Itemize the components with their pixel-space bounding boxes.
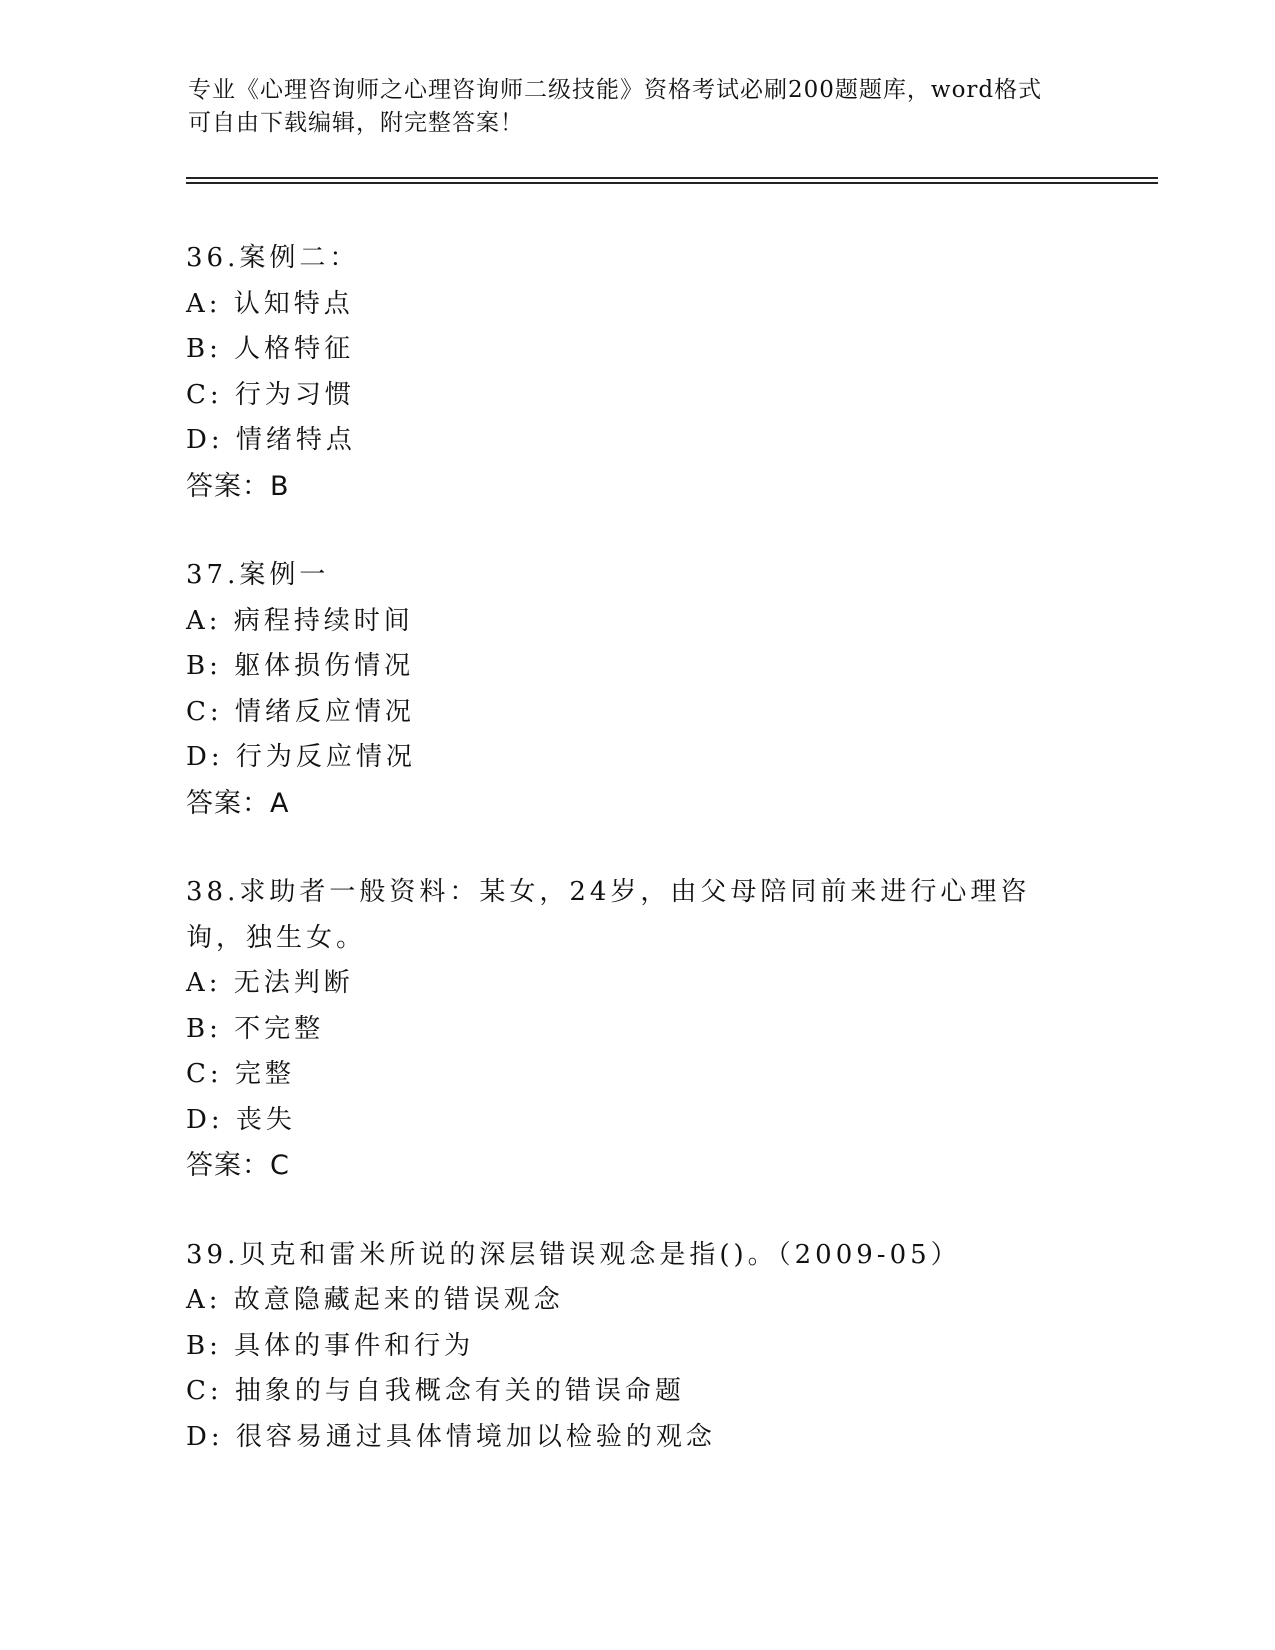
option-b: B: 不完整 — [186, 1013, 325, 1044]
option-d: D: 情绪特点 — [186, 425, 356, 455]
question-36 — [186, 236, 1086, 509]
header-title-line-1: 专业《心理咨询师之心理咨询师二级技能》资格考试必刷200题题库，word格式 — [188, 77, 1043, 103]
answer-line: 答案：C — [186, 1150, 290, 1181]
option-c: C: 抽象的与自我概念有关的错误命题 — [186, 1376, 685, 1406]
option-d: D: 行为反应情况 — [186, 742, 416, 772]
option-a: A: 病程持续时间 — [186, 605, 414, 636]
header-title-line-2: 可自由下载编辑，附完整答案！ — [188, 110, 524, 136]
option-a: A: 无法判断 — [186, 968, 354, 998]
option-d: D: 很容易通过具体情境加以检验的观念 — [186, 1421, 716, 1452]
option-b: B: 躯体损伤情况 — [186, 651, 415, 681]
document-header — [188, 74, 1068, 140]
question-37 — [186, 553, 1086, 826]
option-d: D: 丧失 — [186, 1104, 296, 1135]
question-38 — [186, 870, 1086, 1189]
header-divider-bottom — [186, 182, 1158, 184]
question-stem: 36.案例二： — [186, 243, 360, 273]
option-c: C: 情绪反应情况 — [186, 696, 415, 727]
option-c: C: 行为习惯 — [186, 379, 355, 410]
question-stem: 38.求助者一般资料：某女，24岁，由父母陪同前来进行心理咨询，独生女。 — [186, 877, 1031, 953]
header-divider-top — [186, 177, 1158, 179]
question-stem: 39.贝克和雷米所说的深层错误观念是指()。（2009-05） — [186, 1239, 961, 1270]
option-b: B: 人格特征 — [186, 334, 355, 364]
question-stem: 37.案例一 — [186, 560, 330, 590]
answer-line: 答案：A — [186, 787, 290, 819]
option-b: B: 具体的事件和行为 — [186, 1330, 475, 1361]
answer-line: 答案：B — [186, 470, 290, 502]
question-list — [186, 236, 1086, 1504]
option-a: A: 认知特点 — [186, 288, 354, 319]
question-39 — [186, 1233, 1086, 1461]
option-c: C: 完整 — [186, 1059, 295, 1089]
option-a: A: 故意隐藏起来的错误观念 — [186, 1285, 564, 1315]
